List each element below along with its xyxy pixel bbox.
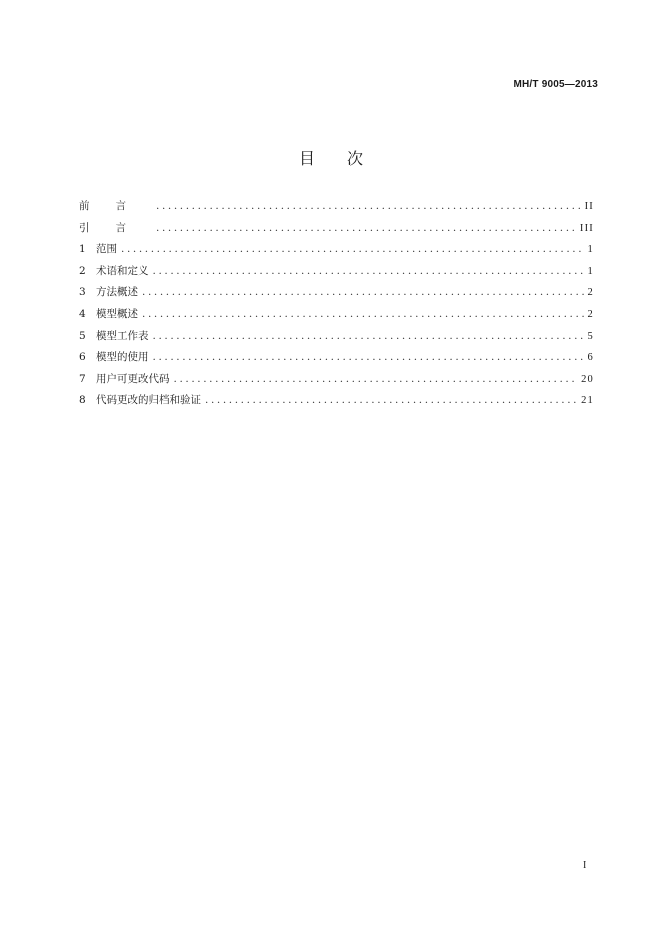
document-code: MH/T 9005—2013: [513, 79, 598, 90]
title-part-1: 目: [298, 149, 315, 168]
toc-entry-2[interactable]: [79, 263, 594, 285]
toc-entry-number: 3: [79, 286, 86, 299]
toc-entry-number: 6: [79, 351, 86, 364]
toc-entry-label: 术语和定义: [96, 264, 149, 277]
toc-entry-label: 方法概述: [96, 286, 138, 299]
toc-entry-number: 7: [79, 372, 86, 385]
toc-dot-leader: [156, 222, 576, 234]
toc-entry-5[interactable]: [79, 328, 594, 350]
toc-dot-leader: [153, 351, 584, 363]
toc-entry-number: 4: [79, 307, 86, 320]
toc-dot-leader: [205, 394, 577, 406]
toc-entry-page: 1: [587, 265, 594, 277]
toc-entry-label: 用户可更改代码: [96, 372, 170, 385]
toc-entry-label: 引言: [79, 221, 152, 234]
toc-entry-1[interactable]: [79, 241, 594, 263]
toc-entry-page: II: [584, 201, 594, 212]
page-title: [0, 146, 662, 169]
toc-entry-6[interactable]: [79, 349, 594, 371]
toc-entry-label: 范围: [96, 243, 117, 256]
toc-entry-page: 20: [581, 373, 594, 385]
toc-entry-label: 前言: [79, 200, 152, 212]
toc-entry-label: 模型的使用: [96, 351, 149, 364]
toc-entry-page: 5: [587, 330, 594, 342]
page-number: I: [583, 860, 587, 871]
toc-entry-foreword[interactable]: [79, 198, 594, 220]
toc-entry-page: 21: [581, 395, 594, 407]
toc-entry-number: 2: [79, 264, 86, 277]
toc-entry-label: 代码更改的归档和验证: [96, 394, 201, 407]
toc-dot-leader: [153, 265, 584, 277]
toc-entry-page: 2: [587, 287, 594, 299]
toc-entry-8[interactable]: [79, 392, 594, 414]
toc-dot-leader: [121, 243, 584, 255]
toc-entry-introduction[interactable]: [79, 220, 594, 242]
toc-entry-label: 模型概述: [96, 307, 138, 320]
toc-dot-leader: [156, 200, 581, 212]
toc-dot-leader: [153, 330, 584, 342]
toc-entry-label: 模型工作表: [96, 329, 149, 342]
toc-entry-page: III: [579, 222, 594, 234]
toc-entry-3[interactable]: [79, 284, 594, 306]
toc-entry-4[interactable]: [79, 306, 594, 328]
toc-entry-number: 1: [79, 243, 86, 256]
title-part-2: 次: [347, 149, 364, 168]
table-of-contents: [79, 198, 594, 414]
toc-entry-page: 2: [587, 308, 594, 320]
toc-dot-leader: [174, 373, 578, 385]
toc-dot-leader: [142, 286, 584, 298]
toc-entry-number: 5: [79, 329, 86, 342]
toc-entry-7[interactable]: [79, 371, 594, 393]
toc-entry-page: 1: [587, 244, 594, 256]
toc-dot-leader: [142, 308, 584, 320]
toc-entry-number: 8: [79, 394, 86, 407]
toc-entry-page: 6: [587, 352, 594, 364]
